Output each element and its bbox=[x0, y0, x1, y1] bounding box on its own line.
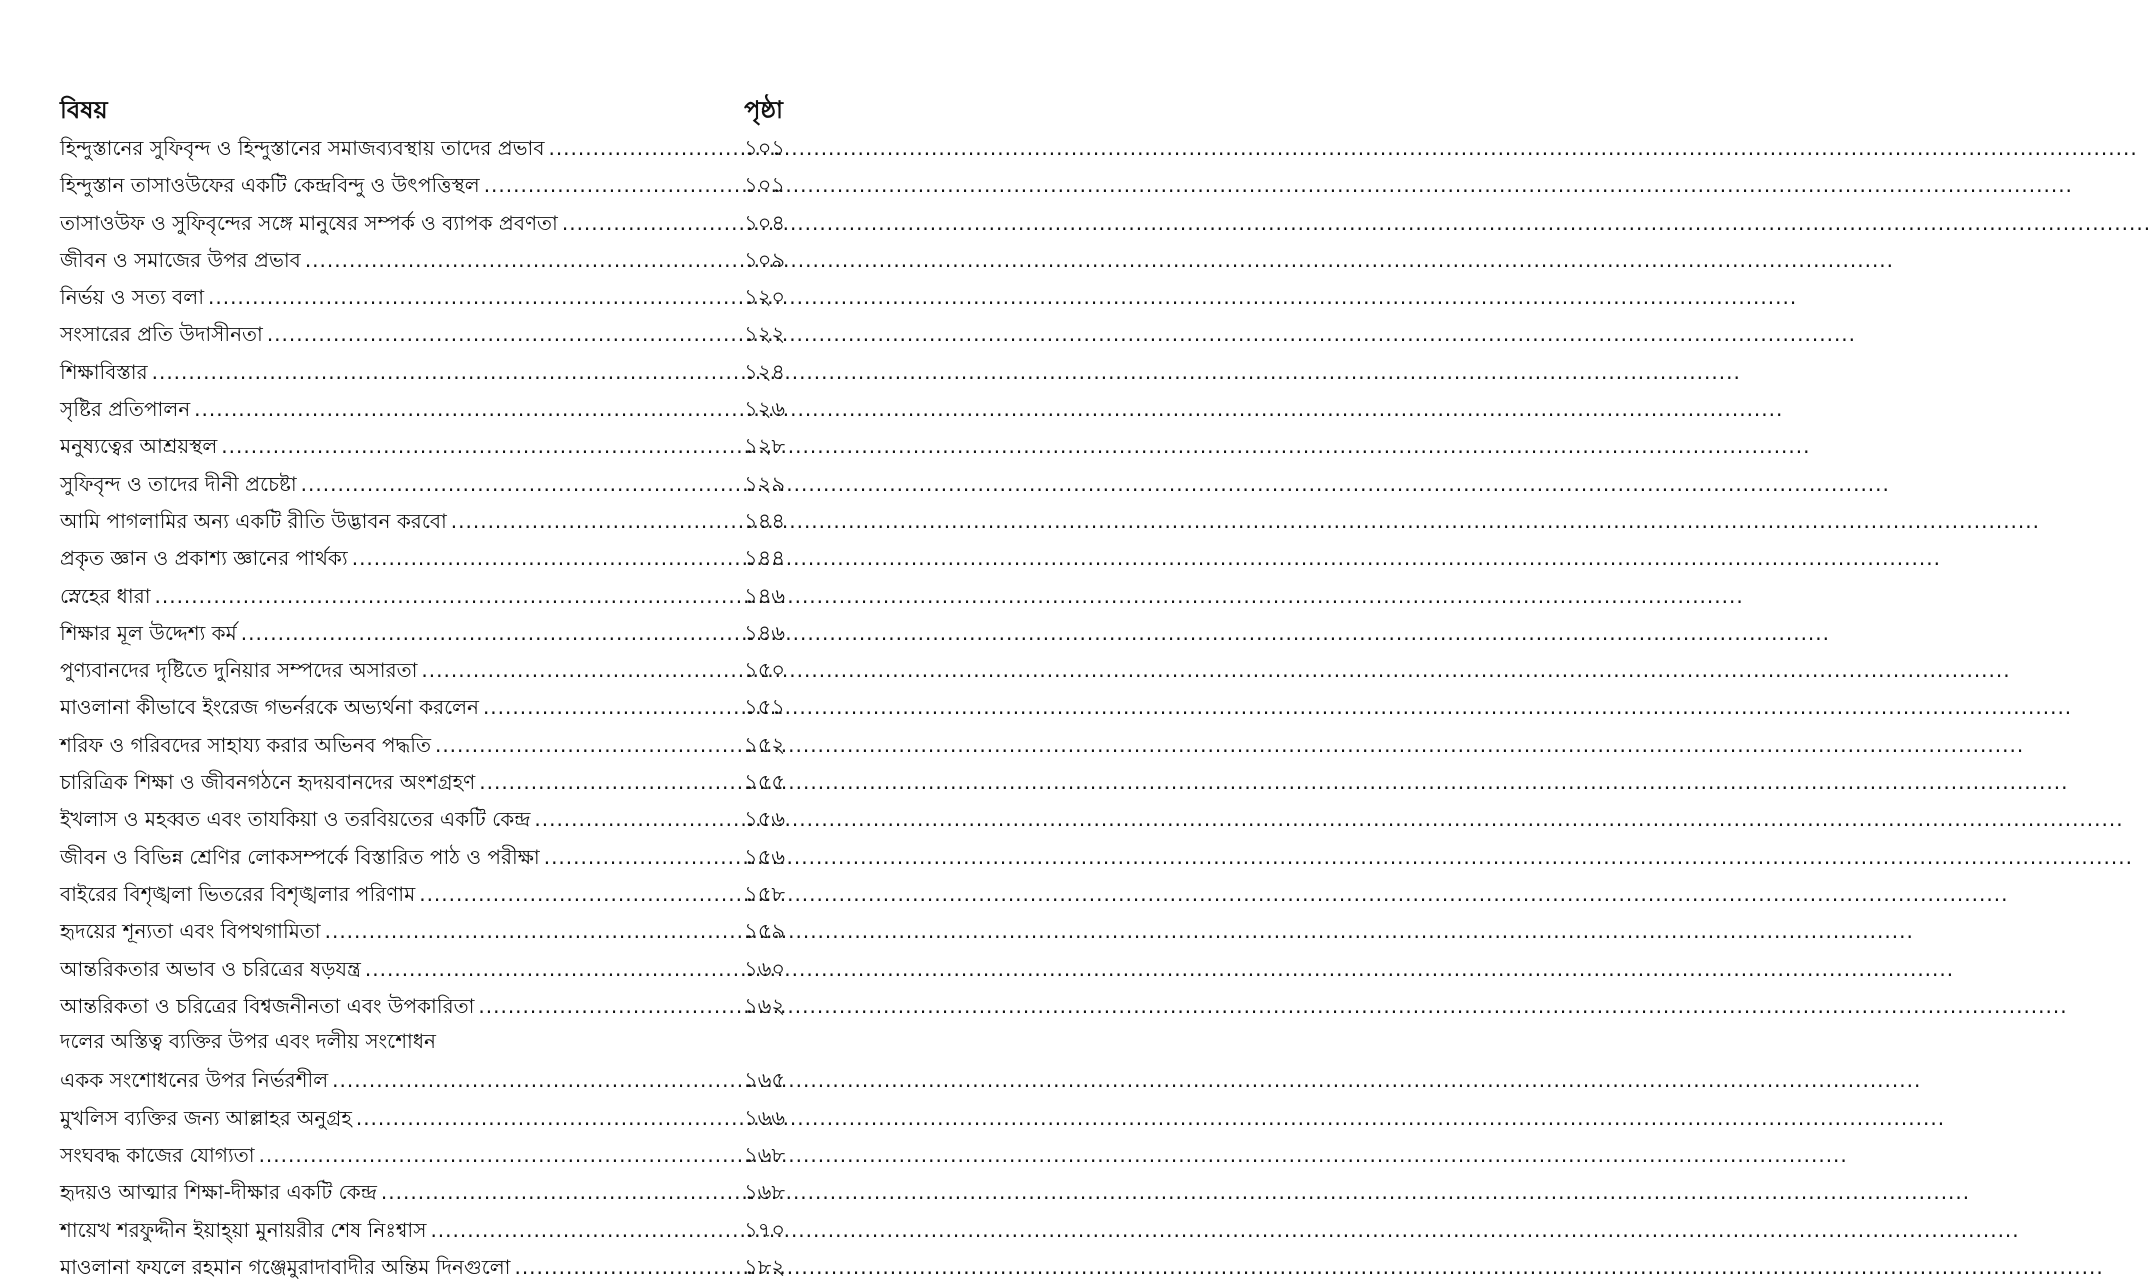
toc-entry-title: হৃদয়ের শূন্যতা এবং বিপথগামিতা bbox=[60, 919, 321, 944]
toc-entry-title: হৃদয়ও আত্মার শিক্ষা-দীক্ষার একটি কেন্দ্র bbox=[60, 1180, 377, 1205]
toc-entry-page-number: ১২৬ bbox=[744, 397, 785, 422]
toc-entry bbox=[60, 1176, 785, 1213]
toc-entry-title: সংসারের প্রতি উদাসীনতা bbox=[60, 322, 263, 347]
toc-entry bbox=[60, 1139, 785, 1176]
dot-leader bbox=[352, 546, 729, 570]
toc-entry-page-number: ১৫৬ bbox=[744, 844, 785, 869]
toc-entry-page-number: ১২৮ bbox=[744, 434, 785, 459]
toc-entry-title: শরিফ ও গরিবদের সাহায্য করার অভিনব পদ্ধতি bbox=[60, 732, 431, 757]
toc-entry-title: হিন্দুস্তান তাসাওউফের একটি কেন্দ্রবিন্দু ও উৎপত্তিস্থল bbox=[60, 173, 480, 198]
toc-entry-title: একক সংশোধনের উপর নির্ভরশীল bbox=[60, 1068, 329, 1093]
toc-entry-title: স্নেহের ধারা bbox=[60, 583, 151, 608]
toc-entry-page-number: ১৫৬ bbox=[744, 807, 785, 832]
toc-entry-page-number: ১৬৫ bbox=[744, 1068, 785, 1093]
toc-entry-title: আন্তরিকতা ও চরিত্রের বিশ্বজনীনতা এবং উপকারিতা bbox=[60, 993, 475, 1018]
toc-entry-page-number: ১৪৪ bbox=[744, 546, 785, 571]
toc-entry-page-number: ১০৪ bbox=[744, 210, 785, 235]
dot-leader bbox=[435, 733, 729, 757]
toc-entry bbox=[60, 766, 785, 803]
toc-entry-title: পুণ্যবানদের দৃষ্টিতে দুনিয়ার সম্পদের অসারতা bbox=[60, 658, 418, 683]
toc-entry bbox=[60, 1102, 785, 1139]
toc-entry bbox=[60, 393, 785, 430]
dot-leader bbox=[208, 285, 729, 309]
toc-entry bbox=[60, 1027, 785, 1064]
toc-entry-title: দলের অস্তিত্ব ব্যক্তির উপর এবং দলীয় সংশোধন bbox=[60, 1029, 436, 1054]
toc-entry-page-number: ১৪৪ bbox=[744, 508, 785, 533]
dot-leader bbox=[356, 1106, 729, 1130]
toc-entry-title: সুফিবৃন্দ ও তাদের দীনী প্রচেষ্টা bbox=[60, 471, 297, 496]
toc-entry-title: নির্ভয় ও সত্য বলা bbox=[60, 285, 204, 310]
toc-entry bbox=[60, 691, 785, 728]
toc-entry-title: মাওলানা ফযলে রহমান গঞ্জেমুরাদাবাদীর অন্তিম দিনগুলো bbox=[60, 1254, 511, 1279]
toc-entry bbox=[60, 132, 785, 169]
dot-leader bbox=[221, 434, 729, 458]
toc-entry-page-number: ১৪৬ bbox=[744, 583, 785, 608]
toc-entry-page-number: ১০১ bbox=[744, 173, 785, 198]
toc-entry-title: সংঘবদ্ধ কাজের যোগ্যতা bbox=[60, 1143, 255, 1168]
toc-entry bbox=[60, 356, 785, 393]
toc-entry bbox=[60, 169, 785, 206]
toc-entry-page-number: ১৬২ bbox=[744, 993, 785, 1018]
toc-entry bbox=[60, 505, 785, 542]
dot-leader bbox=[301, 472, 729, 496]
toc-entry-title: মুখলিস ব্যক্তির জন্য আল্লাহর অনুগ্রহ bbox=[60, 1105, 352, 1130]
toc-entry-title: বাইরের বিশৃঙ্খলা ভিতরের বিশৃঙ্খলার পরিণাম bbox=[60, 881, 416, 906]
toc-entry-page-number: ১৬৮ bbox=[744, 1180, 785, 1205]
toc-entry-page-number: ১৭০ bbox=[744, 1217, 785, 1242]
toc-entry-title: আন্তরিকতার অভাব ও চরিত্রের ষড়যন্ত্র bbox=[60, 956, 361, 981]
toc-entry-title: শায়েখ শরফুদ্দীন ইয়াহ্য়া মুনায়রীর শেষ নিঃশ্বাস bbox=[60, 1217, 427, 1242]
toc-entry bbox=[60, 281, 785, 318]
toc-entry-page-number: ১৫৫ bbox=[744, 770, 785, 795]
dot-leader bbox=[241, 621, 729, 645]
toc-entry-page-number: ১২০ bbox=[744, 285, 785, 310]
toc-entry bbox=[60, 318, 785, 355]
toc-entry-title: শিক্ষাবিস্তার bbox=[60, 359, 148, 384]
toc-entry-title: আমি পাগলামির অন্য একটি রীতি উদ্ভাবন করবো bbox=[60, 508, 447, 533]
dot-leader bbox=[421, 658, 729, 682]
toc-entry-page-number: ১২৯ bbox=[744, 471, 785, 496]
toc-entry-title: হিন্দুস্তানের সুফিবৃন্দ ও হিন্দুস্তানের সমাজব্যবস্থায় তাদের প্রভাব bbox=[60, 136, 545, 160]
toc-entry bbox=[60, 1251, 785, 1288]
toc-entry bbox=[60, 841, 785, 878]
toc-entry bbox=[60, 542, 785, 579]
toc-entry bbox=[60, 953, 785, 990]
dot-leader bbox=[451, 509, 729, 533]
toc-entry-title: জীবন ও বিভিন্ন শ্রেণির লোকসম্পর্কে বিস্তারিত পাঠ ও পরীক্ষা bbox=[60, 844, 540, 869]
toc-entry-page-number: ১৫৯ bbox=[744, 919, 785, 944]
toc-entry-title: সৃষ্টির প্রতিপালন bbox=[60, 397, 191, 422]
toc-entry bbox=[60, 430, 785, 467]
toc-entry-title: তাসাওউফ ও সুফিবৃন্দের সঙ্গে মানুষের সম্পর্ক ও ব্যাপক প্রবণতা bbox=[60, 210, 558, 235]
toc-entry-title: জীবন ও সমাজের উপর প্রভাব bbox=[60, 247, 301, 272]
dot-leader bbox=[155, 584, 730, 608]
toc-entry-title: ইখলাস ও মহব্বত এবং তাযকিয়া ও তরবিয়তের একটি কেন্দ্র bbox=[60, 807, 531, 832]
dot-leader bbox=[381, 1180, 729, 1204]
dot-leader bbox=[152, 360, 729, 384]
toc-entry-title: শিক্ষার মূল উদ্দেশ্য কর্ম bbox=[60, 620, 237, 645]
toc-header bbox=[60, 92, 785, 132]
toc-entry bbox=[60, 803, 785, 840]
table-of-contents-page bbox=[60, 92, 785, 1288]
dot-leader bbox=[478, 994, 729, 1018]
toc-entry-page-number: ১২৪ bbox=[744, 359, 785, 384]
toc-entry-page-number: ১৬০ bbox=[744, 956, 785, 981]
toc-entry bbox=[60, 729, 785, 766]
toc-entry-page-number: ১৬৬ bbox=[744, 1105, 785, 1130]
toc-entry-page-number: ১০১ bbox=[744, 136, 785, 160]
page-column-label: পৃষ্ঠা bbox=[744, 96, 783, 124]
dot-leader bbox=[562, 211, 729, 235]
dot-leader bbox=[259, 1143, 729, 1167]
toc-entry-page-number: ১৪৬ bbox=[744, 620, 785, 645]
toc-entry bbox=[60, 580, 785, 617]
toc-entry bbox=[60, 990, 785, 1027]
toc-entry-title: প্রকৃত জ্ঞান ও প্রকাশ্য জ্ঞানের পার্থক্য bbox=[60, 546, 348, 571]
toc-entry bbox=[60, 915, 785, 952]
dot-leader bbox=[194, 397, 729, 421]
dot-leader bbox=[483, 695, 729, 719]
toc-entry bbox=[60, 1214, 785, 1251]
dot-leader bbox=[419, 882, 729, 906]
dot-leader bbox=[332, 1068, 729, 1092]
toc-entry bbox=[60, 207, 785, 244]
dot-leader bbox=[325, 919, 729, 943]
dot-leader bbox=[548, 136, 729, 160]
dot-leader bbox=[305, 248, 729, 272]
dot-leader bbox=[544, 845, 729, 869]
toc-entry-page-number: ১৬৮ bbox=[744, 1143, 785, 1168]
subject-column-label: বিষয় bbox=[60, 96, 108, 124]
dot-leader bbox=[267, 322, 729, 346]
dot-leader bbox=[365, 957, 729, 981]
dot-leader bbox=[430, 1218, 729, 1242]
toc-entry-title: চারিত্রিক শিক্ষা ও জীবনগঠনে হৃদয়বানদের অংশগ্রহণ bbox=[60, 770, 476, 795]
toc-entry bbox=[60, 654, 785, 691]
toc-entry bbox=[60, 878, 785, 915]
dot-leader bbox=[479, 770, 729, 794]
toc-entry-page-number: ১৫০ bbox=[744, 658, 785, 683]
dot-leader bbox=[534, 807, 729, 831]
toc-entry-page-number: ১৫২ bbox=[744, 732, 785, 757]
toc-entry-title: মনুষ্যত্বের আশ্রয়স্থল bbox=[60, 434, 218, 459]
toc-entry-page-number: ১৫৮ bbox=[744, 881, 785, 906]
toc-list bbox=[60, 132, 785, 1288]
toc-entry bbox=[60, 617, 785, 654]
toc-entry-page-number: ১৮২ bbox=[744, 1254, 785, 1279]
toc-entry bbox=[60, 468, 785, 505]
dot-leader bbox=[484, 173, 729, 197]
toc-entry-page-number: ১০৯ bbox=[744, 247, 785, 272]
toc-entry bbox=[60, 1064, 785, 1101]
dot-leader bbox=[514, 1255, 729, 1279]
toc-entry-page-number: ১২২ bbox=[744, 322, 785, 347]
toc-entry bbox=[60, 244, 785, 281]
toc-entry-title: মাওলানা কীভাবে ইংরেজ গভর্নরকে অভ্যর্থনা করলেন bbox=[60, 695, 479, 720]
toc-entry-page-number: ১৫১ bbox=[744, 695, 785, 720]
